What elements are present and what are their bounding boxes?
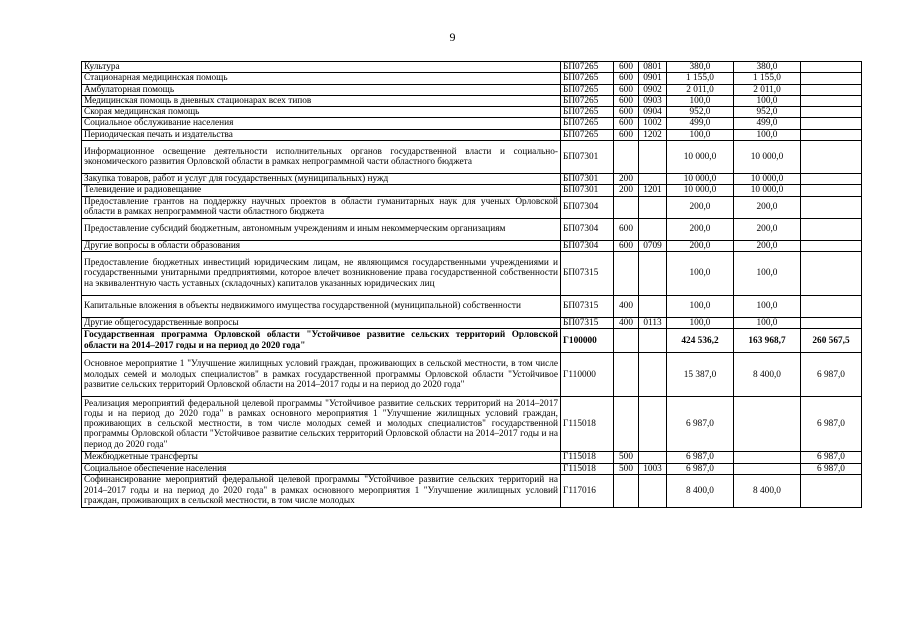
table-row	[82, 141, 862, 174]
amount-federal	[801, 218, 862, 240]
budget-item-name: Предоставление грантов на поддержку научных проектов в области гуманитарных наук для ученых Орловской области в рамках непрограммной части областного бюджета	[82, 196, 561, 218]
amount-regional: 2 011,0	[734, 84, 801, 95]
amount-total: 100,0	[667, 295, 734, 317]
table-row	[82, 295, 862, 317]
expense-type-code: 600	[614, 240, 639, 251]
budget-item-code: БП07315	[561, 317, 614, 328]
table-row	[82, 329, 862, 353]
budget-item-name: Стационарная медицинская помощь	[82, 73, 561, 84]
table-row	[82, 397, 862, 452]
budget-item-name: Амбулаторная помощь	[82, 84, 561, 95]
amount-total: 6 987,0	[667, 397, 734, 452]
amount-total: 380,0	[667, 62, 734, 73]
amount-federal	[801, 107, 862, 118]
amount-federal	[801, 295, 862, 317]
amount-total: 15 387,0	[667, 353, 734, 397]
expense-type-code: 200	[614, 174, 639, 185]
section-code: 1202	[639, 129, 667, 140]
budget-table-body	[82, 62, 862, 508]
budget-item-name: Скорая медицинская помощь	[82, 107, 561, 118]
section-code: 1002	[639, 118, 667, 129]
table-row	[82, 73, 862, 84]
amount-total: 10 000,0	[667, 174, 734, 185]
amount-total: 200,0	[667, 218, 734, 240]
amount-regional: 10 000,0	[734, 174, 801, 185]
section-code	[639, 295, 667, 317]
budget-item-code: БП07301	[561, 141, 614, 174]
table-row	[82, 84, 862, 95]
section-code	[639, 452, 667, 463]
section-code: 0904	[639, 107, 667, 118]
budget-item-name: Социальное обслуживание населения	[82, 118, 561, 129]
budget-item-name: Государственная программа Орловской области "Устойчивое развитие сельских территорий Орловской области на 2014–2017 годы и на период до 2020 года"	[82, 329, 561, 353]
amount-regional	[734, 397, 801, 452]
expense-type-code	[614, 329, 639, 353]
expense-type-code	[614, 353, 639, 397]
expense-type-code: 600	[614, 218, 639, 240]
budget-item-name: Предоставление субсидий бюджетным, автономным учреждениям и иным некоммерческим организациям	[82, 218, 561, 240]
amount-regional: 200,0	[734, 218, 801, 240]
budget-item-code: БП07265	[561, 73, 614, 84]
expense-type-code: 600	[614, 107, 639, 118]
table-row	[82, 118, 862, 129]
amount-total: 499,0	[667, 118, 734, 129]
amount-regional: 8 400,0	[734, 353, 801, 397]
amount-total: 100,0	[667, 317, 734, 328]
section-code: 0903	[639, 95, 667, 106]
budget-item-name: Периодическая печать и издательства	[82, 129, 561, 140]
budget-item-name: Телевидение и радиовещание	[82, 185, 561, 196]
amount-federal	[801, 118, 862, 129]
budget-item-code: БП07265	[561, 95, 614, 106]
expense-type-code: 400	[614, 317, 639, 328]
section-code	[639, 474, 667, 507]
amount-total: 8 400,0	[667, 474, 734, 507]
amount-regional: 8 400,0	[734, 474, 801, 507]
amount-total: 10 000,0	[667, 185, 734, 196]
expense-type-code: 600	[614, 129, 639, 140]
amount-total: 100,0	[667, 251, 734, 295]
table-row	[82, 317, 862, 328]
expense-type-code: 200	[614, 185, 639, 196]
table-row	[82, 353, 862, 397]
table-row	[82, 129, 862, 140]
amount-regional: 10 000,0	[734, 185, 801, 196]
budget-item-code: Г117016	[561, 474, 614, 507]
section-code: 0113	[639, 317, 667, 328]
table-row	[82, 452, 862, 463]
budget-item-code: Г115018	[561, 463, 614, 474]
amount-federal	[801, 317, 862, 328]
section-code: 0902	[639, 84, 667, 95]
budget-item-code: Г100000	[561, 329, 614, 353]
amount-regional: 10 000,0	[734, 141, 801, 174]
amount-federal	[801, 141, 862, 174]
amount-regional: 100,0	[734, 251, 801, 295]
table-row	[82, 474, 862, 507]
section-code: 0801	[639, 62, 667, 73]
section-code: 0901	[639, 73, 667, 84]
expense-type-code	[614, 251, 639, 295]
expense-type-code: 600	[614, 73, 639, 84]
amount-regional	[734, 463, 801, 474]
table-row	[82, 251, 862, 295]
expense-type-code: 600	[614, 84, 639, 95]
page-number: 9	[449, 30, 456, 44]
expense-type-code	[614, 196, 639, 218]
table-row	[82, 62, 862, 73]
amount-total: 2 011,0	[667, 84, 734, 95]
amount-regional: 200,0	[734, 196, 801, 218]
amount-total: 200,0	[667, 240, 734, 251]
amount-federal: 6 987,0	[801, 463, 862, 474]
table-row	[82, 185, 862, 196]
amount-total: 952,0	[667, 107, 734, 118]
expense-type-code: 600	[614, 118, 639, 129]
budget-item-name: Основное мероприятие 1 "Улучшение жилищных условий граждан, проживающих в сельской местности, в том числе молодых семей и молодых специалистов" в рамках государственной программы Орловской области "Устойчивое развитие сельских территорий Орловской области на 2014–2017 годы и на период до 2020 года"	[82, 353, 561, 397]
budget-item-code: Г110000	[561, 353, 614, 397]
amount-federal	[801, 240, 862, 251]
amount-federal: 6 987,0	[801, 353, 862, 397]
amount-federal: 260 567,5	[801, 329, 862, 353]
section-code	[639, 329, 667, 353]
amount-total: 10 000,0	[667, 141, 734, 174]
budget-item-name: Предоставление бюджетных инвестиций юридическим лицам, не являющимся государственными учреждениями и государственными унитарными предприятиями, которое влечет возникновение права государственной собственности на эквивалентную часть уставных (складочных) капиталов указанных юридических лиц	[82, 251, 561, 295]
budget-item-code: БП07265	[561, 107, 614, 118]
amount-federal: 6 987,0	[801, 397, 862, 452]
expense-type-code: 500	[614, 452, 639, 463]
section-code: 1201	[639, 185, 667, 196]
amount-federal	[801, 84, 862, 95]
table-row	[82, 240, 862, 251]
amount-regional: 952,0	[734, 107, 801, 118]
budget-item-code: БП07265	[561, 129, 614, 140]
budget-item-name: Культура	[82, 62, 561, 73]
section-code	[639, 196, 667, 218]
expense-type-code	[614, 397, 639, 452]
budget-item-code: БП07301	[561, 174, 614, 185]
section-code	[639, 174, 667, 185]
budget-item-name: Другие вопросы в области образования	[82, 240, 561, 251]
expense-type-code	[614, 141, 639, 174]
section-code	[639, 141, 667, 174]
expense-type-code	[614, 474, 639, 507]
table-row	[82, 463, 862, 474]
table-row	[82, 218, 862, 240]
amount-regional: 163 968,7	[734, 329, 801, 353]
expense-type-code: 600	[614, 95, 639, 106]
amount-regional: 1 155,0	[734, 73, 801, 84]
expense-type-code: 400	[614, 295, 639, 317]
amount-regional	[734, 452, 801, 463]
section-code: 1003	[639, 463, 667, 474]
amount-regional: 100,0	[734, 129, 801, 140]
amount-total: 6 987,0	[667, 452, 734, 463]
expense-type-code: 600	[614, 62, 639, 73]
amount-federal	[801, 185, 862, 196]
table-row	[82, 107, 862, 118]
budget-table	[81, 61, 862, 508]
amount-federal	[801, 251, 862, 295]
amount-total: 1 155,0	[667, 73, 734, 84]
section-code	[639, 353, 667, 397]
amount-federal	[801, 196, 862, 218]
amount-total: 424 536,2	[667, 329, 734, 353]
table-row	[82, 196, 862, 218]
amount-federal	[801, 73, 862, 84]
budget-item-code: БП07265	[561, 118, 614, 129]
budget-item-code: БП07315	[561, 295, 614, 317]
amount-total: 6 987,0	[667, 463, 734, 474]
budget-item-name: Информационное освещение деятельности исполнительных органов государственной власти и социально-экономического развития Орловской области в рамках непрограммной части областного бюджета	[82, 141, 561, 174]
expense-type-code: 500	[614, 463, 639, 474]
budget-item-code: БП07304	[561, 196, 614, 218]
amount-regional: 100,0	[734, 317, 801, 328]
budget-item-code: Г115018	[561, 452, 614, 463]
budget-item-code: Г115018	[561, 397, 614, 452]
amount-regional: 200,0	[734, 240, 801, 251]
budget-item-name: Капитальные вложения в объекты недвижимого имущества государственной (муниципальной) собственности	[82, 295, 561, 317]
amount-total: 100,0	[667, 95, 734, 106]
section-code: 0709	[639, 240, 667, 251]
table-row	[82, 174, 862, 185]
budget-item-code: БП07304	[561, 240, 614, 251]
budget-item-name: Другие общегосударственные вопросы	[82, 317, 561, 328]
budget-item-code: БП07315	[561, 251, 614, 295]
amount-regional: 380,0	[734, 62, 801, 73]
budget-item-code: БП07304	[561, 218, 614, 240]
amount-federal	[801, 95, 862, 106]
section-code	[639, 251, 667, 295]
budget-item-name: Реализация мероприятий федеральной целевой программы "Устойчивое развитие сельских территорий на 2014–2017 годы и на период до 2020 года" в рамках основного мероприятия 1 "Улучшение жилищных условий граждан, проживающих в сельской местности, в том числе молодых семей и молодых специалистов" государственной программы Орловской области "Устойчивое развитие сельских территорий Орловской области на 2014–2017 годы и на период до 2020 года"	[82, 397, 561, 452]
table-row	[82, 95, 862, 106]
amount-total: 100,0	[667, 129, 734, 140]
amount-federal: 6 987,0	[801, 452, 862, 463]
budget-item-name: Медицинская помощь в дневных стационарах всех типов	[82, 95, 561, 106]
amount-federal	[801, 129, 862, 140]
budget-item-name: Закупка товаров, работ и услуг для государственных (муниципальных) нужд	[82, 174, 561, 185]
amount-federal	[801, 174, 862, 185]
budget-item-code: БП07265	[561, 84, 614, 95]
section-code	[639, 218, 667, 240]
amount-regional: 499,0	[734, 118, 801, 129]
budget-item-name: Межбюджетные трансферты	[82, 452, 561, 463]
amount-regional: 100,0	[734, 95, 801, 106]
budget-item-name: Социальное обеспечение населения	[82, 463, 561, 474]
amount-federal	[801, 62, 862, 73]
section-code	[639, 397, 667, 452]
amount-federal	[801, 474, 862, 507]
budget-item-name: Софинансирование мероприятий федеральной целевой программы "Устойчивое развитие сельских территорий на 2014–2017 годы и на период до 2020 года" в рамках основного мероприятия 1 "Улучшение жилищных условий граждан, проживающих в сельской местности, в том числе молодых	[82, 474, 561, 507]
budget-item-code: БП07301	[561, 185, 614, 196]
amount-total: 200,0	[667, 196, 734, 218]
budget-item-code: БП07265	[561, 62, 614, 73]
amount-regional: 100,0	[734, 295, 801, 317]
